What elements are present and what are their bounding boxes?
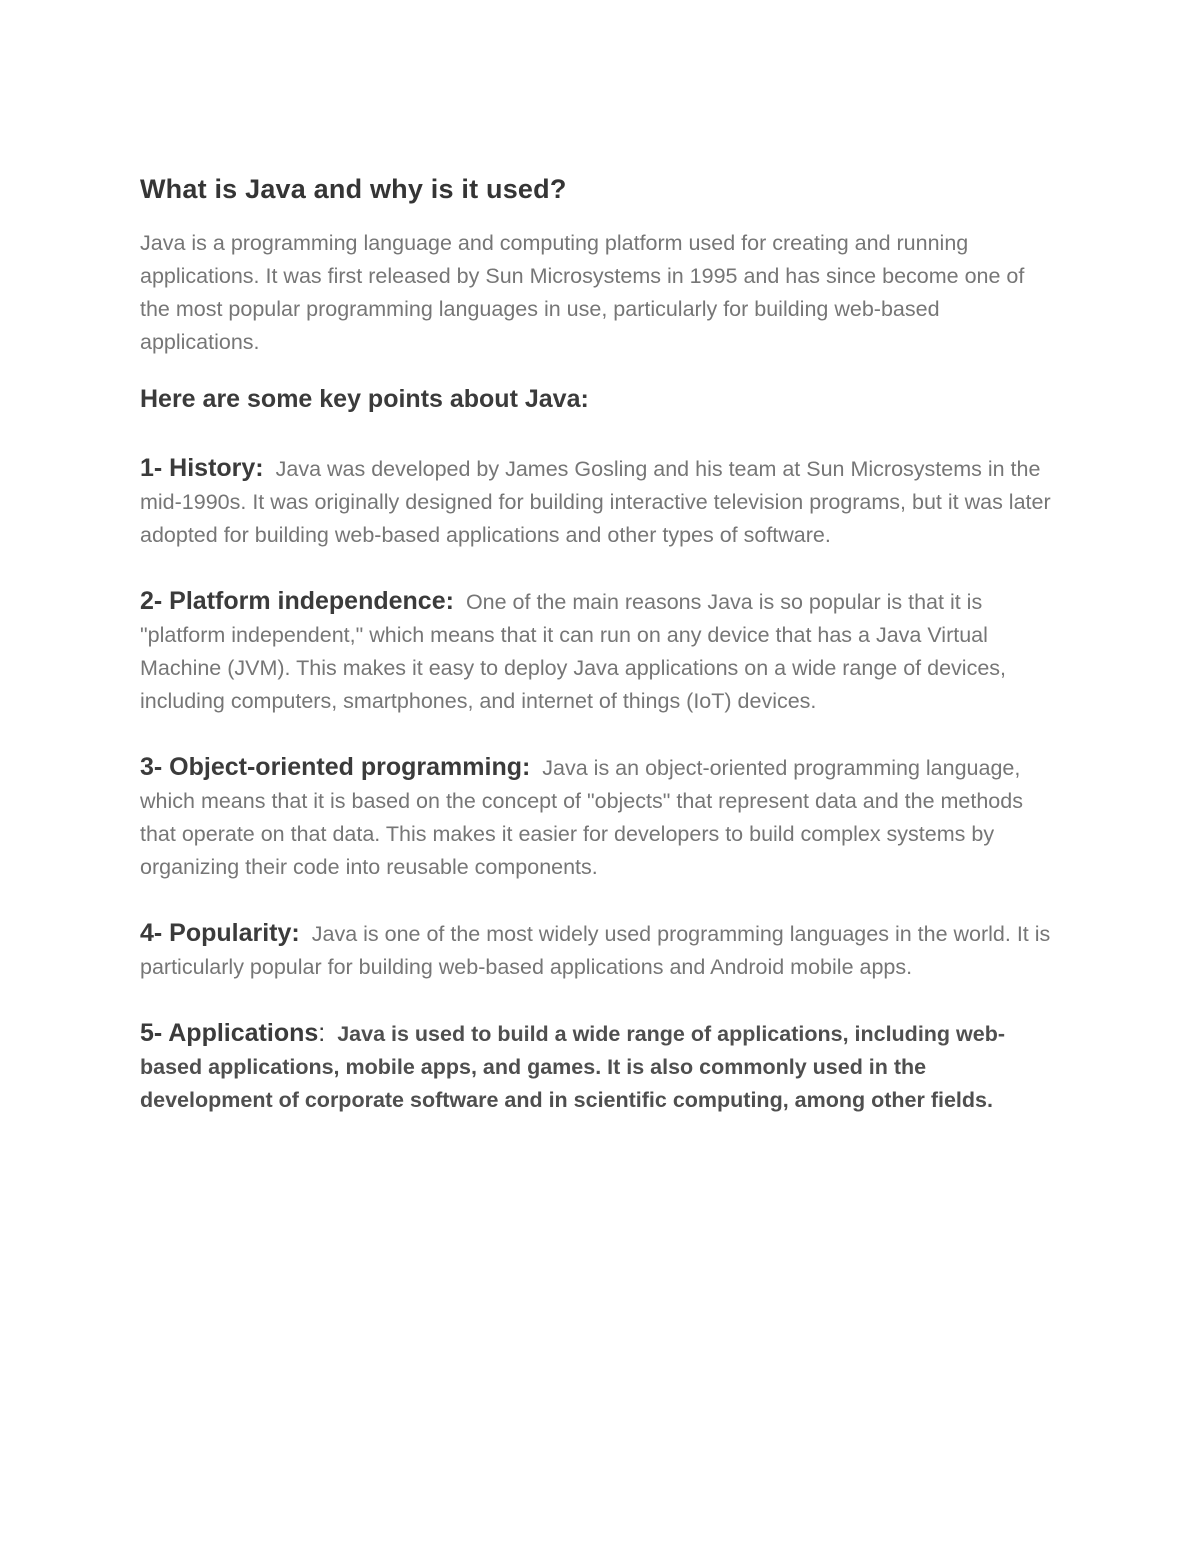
key-point-text: Java is used to build a wide range of applications, including web-based applications, mobile apps, and games. It is also commonly used in the development of corporate software and in scientific computing, among other fields.: [140, 1022, 1006, 1112]
key-point-text: Java is one of the most widely used programming languages in the world. It is particularly popular for building web-based applications and Android mobile apps.: [140, 922, 1051, 979]
key-point-text: Java is an object-oriented programming language, which means that it is based on the concept of "objects" that represent data and the methods that operate on that data. This makes it easier for developers to build complex systems by organizing their code into reusable components.: [140, 756, 1023, 879]
section-heading: Here are some key points about Java:: [140, 385, 589, 413]
key-point-history: [140, 452, 1060, 552]
key-point-text: One of the main reasons Java is so popular is that it is "platform independent," which means that it can run on any device that has a Java Virtual Machine (JVM). This makes it easy to deploy Java applications on a wide range of devices, including computers, smartphones, and internet of things (IoT) devices.: [140, 590, 1007, 713]
key-point-label: 1- History:: [140, 454, 264, 482]
key-point-label: 5- Applications: [140, 1019, 319, 1047]
intro-paragraph: Java is a programming language and computing platform used for creating and running applications. It was first released by Sun Microsystems in 1995 and has since become one of the most popular programming languages in use, particularly for building web-based applications.: [140, 231, 1025, 354]
key-point-text: Java was developed by James Gosling and his team at Sun Microsystems in the mid-1990s. It was originally designed for building interactive television programs, but it was later adopted for building web-based applications and other types of software.: [140, 457, 1051, 547]
key-point-label: 4- Popularity:: [140, 919, 300, 947]
page-title: What is Java and why is it used?: [140, 174, 567, 204]
key-point-popularity: [140, 917, 1060, 984]
key-point-label: 2- Platform independence:: [140, 587, 454, 615]
key-point-applications: [140, 1017, 1060, 1117]
key-point-platform-independence: [140, 585, 1060, 718]
key-point-object-oriented-programming: [140, 751, 1060, 884]
key-point-label-separator: :: [318, 1019, 326, 1047]
key-point-label: 3- Object-oriented programming:: [140, 753, 531, 781]
